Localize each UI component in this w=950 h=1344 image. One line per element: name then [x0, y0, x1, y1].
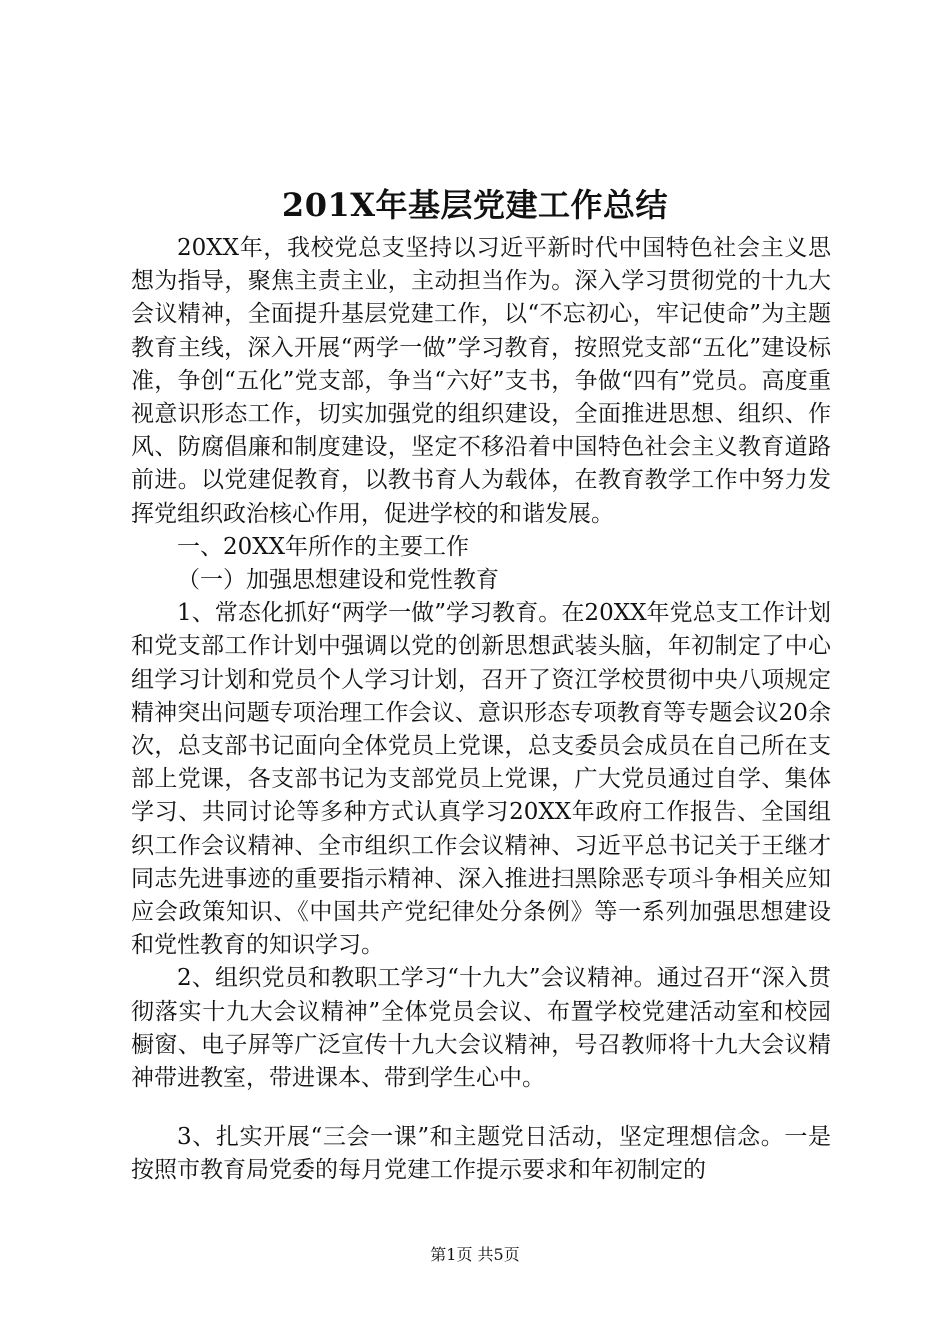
body-paragraph: 2、组织党员和教职工学习“十九大”会议精神。通过召开“深入贯彻落实十九大会议精神”全体党员会议、布置学校党建活动室和校园橱窗、电子屏等广泛宣传十九大会议精神，号召教师将十九大会议精神带进教室，带进课本、带到学生心中。: [131, 965, 831, 1092]
document-body: [131, 232, 831, 1095]
body-paragraph: 3、扎实开展“三会一课”和主题党日活动，坚定理想信念。一是按照市教育局党委的每月党建工作提示要求和年初制定的: [131, 1124, 831, 1184]
section-heading: 一、20XX年所作的主要工作: [177, 533, 470, 560]
subsection-heading: （一）加强思想建设和党性教育: [177, 567, 499, 594]
document-body-continued: [131, 1121, 831, 1187]
intro-paragraph: 20XX年，我校党总支坚持以习近平新时代中国特色社会主义思想为指导，聚焦主责主业，主动担当作为。深入学习贯彻党的十九大会议精神，全面提升基层党建工作，以“不忘初心，牢记使命”为主题教育主线，深入开展“两学一做”学习教育，按照党支部“五化”建设标准，争创“五化”党支部，争当“六好”支书，争做“四有”党员。高度重视意识形态工作，切实加强党的组织建设，全面推进思想、组织、作风、防腐倡廉和制度建设，坚定不移沿着中国特色社会主义教育道路前进。以党建促教育，以教书育人为载体，在教育教学工作中努力发挥党组织政治核心作用，促进学校的和谐发展。: [131, 235, 831, 527]
body-paragraph: 1、常态化抓好“两学一做”学习教育。在20XX年党总支工作计划和党支部工作计划中强调以党的创新思想武装头脑，年初制定了中心组学习计划和党员个人学习计划，召开了资江学校贯彻中央八项规定精神突出问题专项治理工作会议、意识形态专项教育等专题会议20余次，总支部书记面向全体党员上党课，总支委员会成员在自己所在支部上党课，各支部书记为支部党员上党课，广大党员通过自学、集体学习、共同讨论等多种方式认真学习20XX年政府工作报告、全国组织工作会议精神、全市组织工作会议精神、习近平总书记关于王继才同志先进事迹的重要指示精神、深入推进扫黑除恶专项斗争相关应知应会政策知识、《中国共产党纪律处分条例》等一系列加强思想建设和党性教育的知识学习。: [131, 600, 831, 959]
document-title: 201X年基层党建工作总结: [281, 186, 669, 224]
page-number: 第1页 共5页: [430, 1245, 520, 1264]
